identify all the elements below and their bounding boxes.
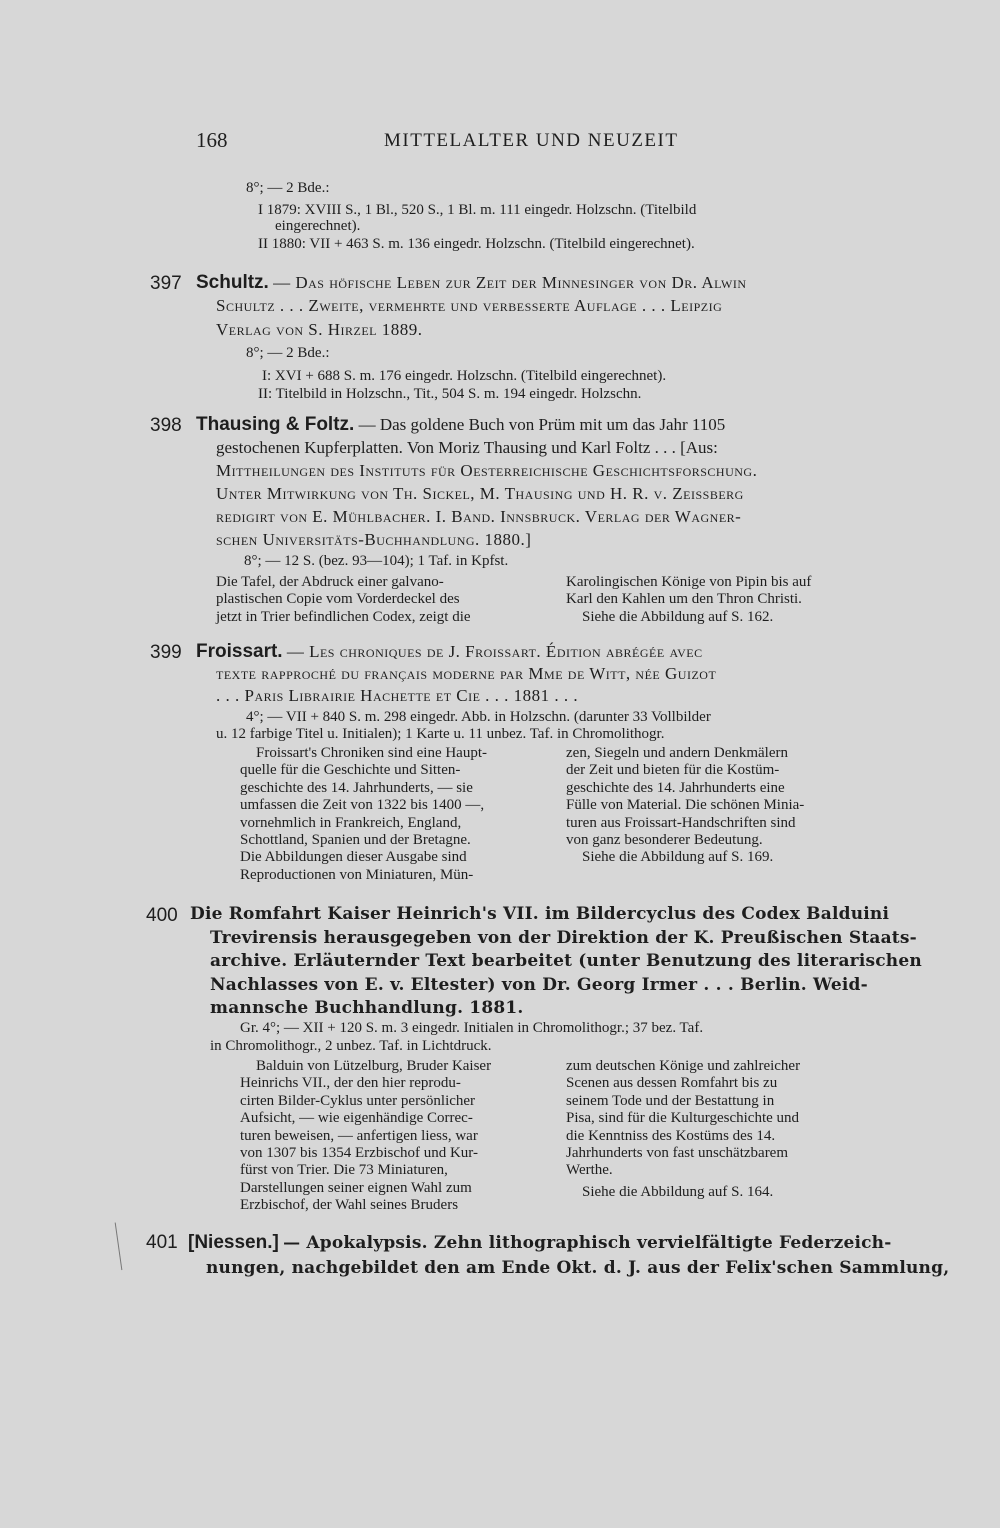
entry-title-line: mannsche Buchhandlung. 1881. xyxy=(210,998,524,1018)
format-line: in Chromolithogr., 2 unbez. Taf. in Lichtdruck. xyxy=(210,1038,492,1054)
annotation-line: Werthe. xyxy=(566,1162,613,1179)
annotation-line: der Zeit und bieten für die Kostüm- xyxy=(566,762,780,779)
annotation-line: Reproductionen von Miniaturen, Mün- xyxy=(240,866,474,883)
entry-author: Schultz. xyxy=(196,272,269,293)
annotation-line: turen aus Froissart-Handschriften sind xyxy=(566,814,796,831)
annotation-line: Fülle von Material. Die schönen Minia- xyxy=(566,797,805,814)
margin-pencil-mark xyxy=(115,1222,127,1270)
annotation-line: turen beweisen, — anfertigen liess, war xyxy=(240,1127,478,1144)
entry-title: — Das höfische Leben zur Zeit der Minnesinger von Dr. Alwin xyxy=(273,273,747,292)
annotation-line: fürst von Trier. Die 73 Miniaturen, xyxy=(240,1162,448,1179)
entry-title-line: Schultz . . . Zweite, vermehrte und verbesserte Auflage . . . Leipzig xyxy=(216,296,723,315)
volume-line: II: Titelbild in Holzschn., Tit., 504 S. m. 194 eingedr. Holzschn. xyxy=(258,386,642,402)
entry-title-line: texte rapproché du français moderne par Mme de Witt, née Guizot xyxy=(216,664,717,683)
annotation-line: Die Abbildungen dieser Ausgabe sind xyxy=(240,849,467,866)
entry-title: — Das goldene Buch von Prüm mit um das Jahr 1105 xyxy=(358,415,726,434)
annotation-line: von 1307 bis 1354 Erzbischof und Kur- xyxy=(240,1145,479,1162)
annotation-line: geschichte des 14. Jahrhunderts eine xyxy=(566,779,785,796)
entry-title-line: Nachlasses von E. v. Eltester) von Dr. Georg Irmer . . . Berlin. Weid- xyxy=(210,975,868,995)
entry-heading xyxy=(196,272,747,294)
annotation-line: Karl den Kahlen um den Thron Christi. xyxy=(566,591,802,608)
volume-line: eingerechnet). xyxy=(275,218,361,234)
entry-title-line: Mittheilungen des Instituts für Oesterreichische Geschichtsforschung. xyxy=(216,461,758,480)
entry-number: 398 xyxy=(150,415,182,436)
annotation-line: von ganz besonderer Bedeutung. xyxy=(566,832,763,849)
entry-author: [Niessen.] xyxy=(188,1232,279,1253)
annotation-line: zen, Siegeln und andern Denkmälern xyxy=(566,745,789,761)
annotation-right xyxy=(566,1058,866,1201)
annotation-line: Heinrichs VII., der den hier reprodu- xyxy=(240,1075,461,1092)
annotation-right xyxy=(566,745,866,867)
volume-line: II 1880: VII + 463 S. m. 136 eingedr. Holzschn. (Titelbild eingerechnet). xyxy=(258,236,695,252)
format-line: 8°; — 12 S. (bez. 93—104); 1 Taf. in Kpfst. xyxy=(244,553,509,569)
annotation-line: plastischen Copie vom Vorderdeckel des xyxy=(216,591,460,608)
annotation-line: seinem Tode und der Bestattung in xyxy=(566,1092,775,1109)
annotation-line: Darstellungen seiner eignen Wahl zum xyxy=(240,1179,472,1196)
annotation-line: quelle für die Geschichte und Sitten- xyxy=(240,762,461,779)
annotation-line: Die Tafel, der Abdruck einer galvano- xyxy=(216,574,444,590)
entry-title-line: Unter Mitwirkung von Th. Sickel, M. Thausing und H. R. v. Zeissberg xyxy=(216,484,744,503)
annotation-line: zum deutschen Könige und zahlreicher xyxy=(566,1058,801,1074)
annotation-line: geschichte des 14. Jahrhunderts, — sie xyxy=(240,779,473,796)
entry-author: Thausing & Foltz. xyxy=(196,414,355,435)
annotation-line: Siehe die Abbildung auf S. 164. xyxy=(582,1183,774,1200)
entry-title-line: nungen, nachgebildet den am Ende Okt. d. J. aus der Felix'schen Sammlung, xyxy=(206,1258,950,1278)
entry-title: — Les chroniques de J. Froissart. Édition abrégée avec xyxy=(286,642,703,661)
entry-number: 397 xyxy=(150,273,182,294)
annotation-line: Aufsicht, — wie eigenhändige Correc- xyxy=(240,1110,473,1127)
volume-line: I 1879: XVIII S., 1 Bl., 520 S., 1 Bl. m. 111 eingedr. Holzschn. (Titelbild xyxy=(258,202,697,218)
entry-title-line: Verlag von S. Hirzel 1889. xyxy=(216,320,423,339)
annotation-line: Pisa, sind für die Kulturgeschichte und xyxy=(566,1110,800,1127)
entry-title-line: schen Universitäts-Buchhandlung. 1880.] xyxy=(216,530,532,549)
entry-title: — Apokalypsis. Zehn lithographisch vervielfältigte Federzeich- xyxy=(283,1233,892,1253)
annotation-left xyxy=(216,745,546,884)
annotation-line: cirten Bilder-Cyklus unter persönlicher xyxy=(240,1092,476,1109)
annotation-line: Siehe die Abbildung auf S. 162. xyxy=(582,608,774,625)
annotation-line: Balduin von Lützelburg, Bruder Kaiser xyxy=(256,1058,492,1074)
entry-number: 400 xyxy=(146,905,178,926)
annotation-line: jetzt in Trier befindlichen Codex, zeigt die xyxy=(216,608,471,625)
entry-heading xyxy=(188,1232,891,1254)
entry-title-line: gestochenen Kupferplatten. Von Moriz Thausing und Karl Foltz . . . [Aus: xyxy=(216,438,718,457)
annotation-line: Schottland, Spanien und der Bretagne. xyxy=(240,832,471,849)
running-title: MITTELALTER UND NEUZEIT xyxy=(384,130,679,151)
annotation-line: Scenen aus dessen Romfahrt bis zu xyxy=(566,1075,778,1092)
entry-title-line: redigirt von E. Mühlbacher. I. Band. Innsbruck. Verlag der Wagner- xyxy=(216,507,742,526)
entry-title-line: archive. Erläuternder Text bearbeitet (unter Benutzung des literarischen xyxy=(210,951,922,971)
annotation-line: die Kenntniss des Kostüms des 14. xyxy=(566,1127,776,1144)
format-line: 8°; — 2 Bde.: xyxy=(246,180,330,196)
entry-title-line: . . . Paris Librairie Hachette et Cie . . . 1881 . . . xyxy=(216,686,579,705)
format-line: u. 12 farbige Titel u. Initialen); 1 Karte u. 11 unbez. Taf. in Chromolithogr. xyxy=(216,726,665,742)
entry-number: 399 xyxy=(150,642,182,663)
annotation-left xyxy=(216,1058,546,1215)
annotation-line: Siehe die Abbildung auf S. 169. xyxy=(582,849,774,866)
annotation-line: umfassen die Zeit von 1322 bis 1400 —, xyxy=(240,797,485,814)
annotation-line: vornehmlich in Frankreich, England, xyxy=(240,814,462,831)
format-line: 4°; — VII + 840 S. m. 298 eingedr. Abb. in Holzschn. (darunter 33 Vollbilder xyxy=(246,709,711,725)
entry-author: Froissart. xyxy=(196,641,283,662)
volume-line: I: XVI + 688 S. m. 176 eingedr. Holzschn. (Titelbild eingerechnet). xyxy=(262,368,667,384)
entry-title-line: Die Romfahrt Kaiser Heinrich's VII. im Bildercyclus des Codex Balduini xyxy=(190,904,890,924)
annotation-line: Erzbischof, der Wahl seines Bruders xyxy=(240,1197,459,1214)
entry-heading xyxy=(196,414,725,436)
format-line: Gr. 4°; — XII + 120 S. m. 3 eingedr. Initialen in Chromolithogr.; 37 bez. Taf. xyxy=(240,1020,704,1036)
annotation-right xyxy=(566,574,866,626)
format-line: 8°; — 2 Bde.: xyxy=(246,345,330,361)
page-number: 168 xyxy=(196,128,228,152)
annotation-line: Jahrhunderts von fast unschätzbarem xyxy=(566,1145,789,1162)
entry-heading xyxy=(196,641,703,663)
annotation-line: Froissart's Chroniken sind eine Haupt- xyxy=(256,745,488,761)
entry-number: 401 xyxy=(146,1232,178,1253)
annotation-line: Karolingischen Könige von Pipin bis auf xyxy=(566,574,812,590)
annotation-left xyxy=(216,574,546,626)
page-header xyxy=(196,128,886,158)
entry-title-line: Trevirensis herausgegeben von der Direktion der K. Preußischen Staats- xyxy=(210,928,917,948)
